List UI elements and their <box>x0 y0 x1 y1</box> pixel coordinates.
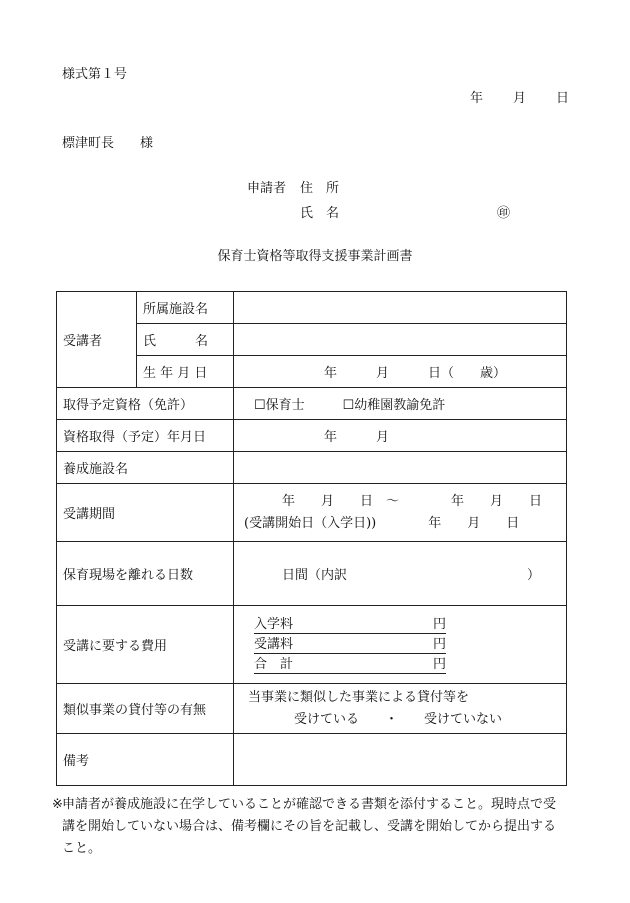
name-label: 氏 名 <box>300 206 340 221</box>
period-line-1: 年 月 日 ～ 年 月 日 <box>282 493 543 509</box>
costs-label: 受講に要する費用 <box>57 606 234 684</box>
footnote-mark: ※ <box>52 797 63 812</box>
period-line-2: (受講開始日（入学日)) 年 月 日 <box>244 515 520 531</box>
days-away-text: 日間（内訳 <box>282 568 348 583</box>
period-value[interactable] <box>234 484 567 542</box>
facility-label: 所属施設名 <box>137 292 234 324</box>
date-day-label: 日 <box>556 91 570 106</box>
acquire-date-label: 資格取得（予定）年月日 <box>57 420 234 452</box>
qualification-label: 取得予定資格（免許） <box>57 388 234 420</box>
applicant-label: 申請者 <box>247 181 287 196</box>
school-value[interactable] <box>234 452 567 484</box>
option-kindergarten-teacher[interactable]: ☐幼稚園教諭免許 <box>342 398 446 413</box>
form-number: 様式第１号 <box>62 67 128 82</box>
cost-row-admission[interactable] <box>254 616 446 634</box>
remarks-label: 備考 <box>57 734 234 786</box>
address-label: 住 所 <box>300 181 340 196</box>
loan-label: 類似事業の貸付等の有無 <box>57 684 234 734</box>
cost-row-tuition[interactable] <box>254 636 446 654</box>
cost-tuition-unit: 円 <box>432 636 446 652</box>
days-away-close: ） <box>526 568 540 583</box>
birthdate-label: 生 年 月 日 <box>137 356 234 388</box>
loan-value <box>234 684 567 734</box>
facility-value[interactable] <box>234 292 567 324</box>
remarks-value[interactable] <box>234 734 567 786</box>
addressee: 標津町長 様 <box>62 136 154 151</box>
option-nursery-teacher[interactable]: ☐保育士 <box>254 398 305 413</box>
acquire-date-value[interactable]: 年 月 <box>234 420 567 452</box>
period-label: 受講期間 <box>57 484 234 542</box>
school-label: 養成施設名 <box>57 452 234 484</box>
birthdate-value[interactable]: 年 月 日（ 歳） <box>234 356 567 388</box>
cost-tuition-label: 受講料 <box>254 636 294 652</box>
footnote-text: 申請者が養成施設に在学していることが確認できる書類を添付すること。現時点で受講を開始していない場合は、備考欄にその旨を記載し、受講を開始してから提出すること。 <box>62 797 557 856</box>
trainee-label: 受講者 <box>57 292 137 388</box>
cost-total-label: 合 計 <box>254 656 294 672</box>
qualification-options <box>234 388 567 420</box>
application-form-table <box>56 291 567 786</box>
seal-mark: ㊞ <box>497 206 511 221</box>
days-away-label: 保育現場を離れる日数 <box>57 542 234 606</box>
cost-total-unit: 円 <box>432 656 446 672</box>
trainee-name-label: 氏 名 <box>137 324 234 356</box>
loan-answer[interactable]: 受けている ・ 受けていない <box>294 711 503 727</box>
trainee-name-value[interactable] <box>234 324 567 356</box>
days-away-value[interactable] <box>234 542 567 606</box>
cost-admission-unit: 円 <box>432 616 446 632</box>
loan-question: 当事業に類似した事業による貸付等を <box>248 689 470 705</box>
cost-row-total[interactable] <box>254 656 446 674</box>
costs-value <box>234 606 567 684</box>
date-year-label: 年 <box>470 91 484 106</box>
cost-admission-label: 入学料 <box>254 616 294 632</box>
date-month-label: 月 <box>513 91 527 106</box>
document-title: 保育士資格等取得支援事業計画書 <box>217 249 413 264</box>
footnote <box>52 794 566 860</box>
